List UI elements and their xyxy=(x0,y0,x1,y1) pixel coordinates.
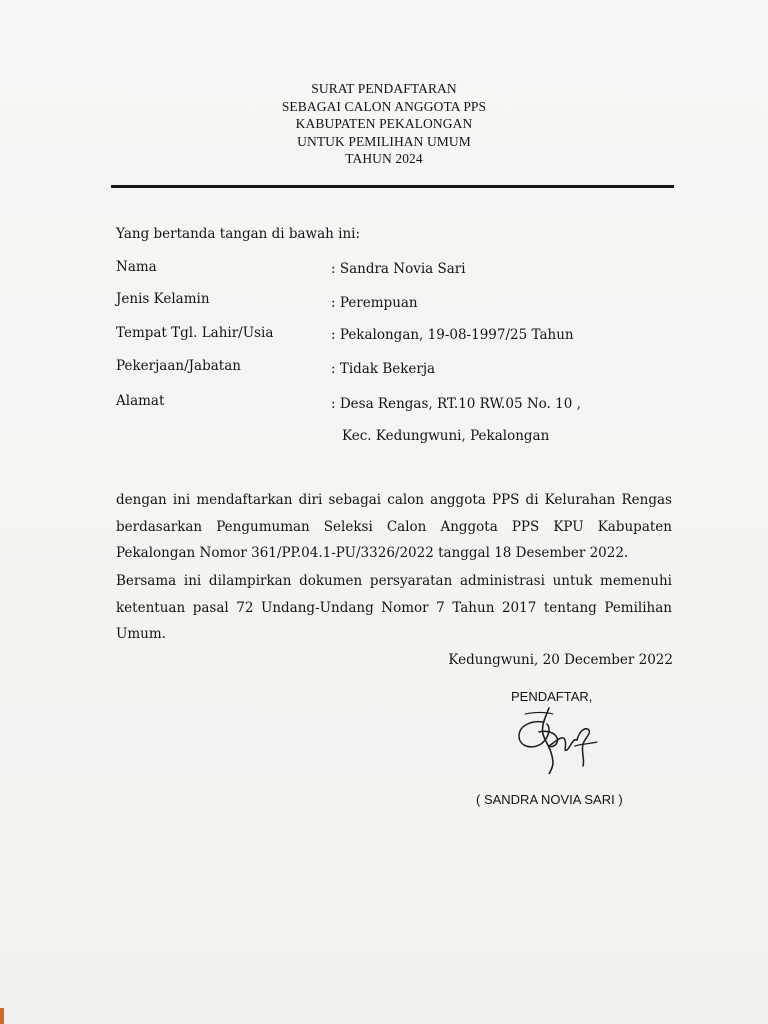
field-value-alamat-line2: Kec. Kedungwuni, Pekalongan xyxy=(342,428,550,444)
signature-image xyxy=(505,704,605,774)
field-value-ttl: : Pekalongan, 19-08-1997/25 Tahun xyxy=(331,327,574,343)
header-line-5: TAHUN 2024 xyxy=(345,151,423,166)
field-value-alamat: : Desa Rengas, RT.10 RW.05 No. 10 , xyxy=(331,396,581,412)
field-label-nama: Nama xyxy=(116,259,157,275)
field-label-alamat: Alamat xyxy=(116,393,165,409)
paragraph-registration-line-2: berdasarkan Pengumuman Seleksi Calon Anggota PPS KPU Kabupaten xyxy=(116,518,672,535)
header-line-3: KABUPATEN PEKALONGAN xyxy=(295,116,473,131)
header-line-4: UNTUK PEMILIHAN UMUM xyxy=(297,133,471,149)
paragraph-registration-line-3: Pekalongan Nomor 361/PP.04.1-PU/3326/2022 tanggal 18 Desember 2022. xyxy=(116,545,629,561)
field-label-pekerjaan: Pekerjaan/Jabatan xyxy=(116,358,241,374)
paragraph-attachments-line-3: Umum. xyxy=(116,626,166,642)
paragraph-attachments-line-1: Bersama ini dilampirkan dokumen persyaratan administrasi untuk memenuhi xyxy=(116,573,672,589)
document-header xyxy=(0,80,768,168)
paragraph-registration xyxy=(116,487,672,567)
paragraph-attachments xyxy=(116,568,672,648)
field-label-jenis-kelamin: Jenis Kelamin xyxy=(116,291,210,307)
scan-edge-mark xyxy=(0,1008,4,1024)
header-line-1: SURAT PENDAFTARAN xyxy=(311,81,457,96)
signer-role: PENDAFTAR, xyxy=(511,689,593,704)
field-value-pekerjaan: : Tidak Bekerja xyxy=(331,361,436,377)
header-line-2: SEBAGAI CALON ANGGOTA PPS xyxy=(281,98,487,114)
paragraph-registration-line-1: dengan ini mendaftarkan diri sebagai calon anggota PPS di Kelurahan Rengas xyxy=(116,492,672,508)
signer-name: ( SANDRA NOVIA SARI ) xyxy=(476,792,623,807)
place-date: Kedungwuni, 20 December 2022 xyxy=(448,652,673,668)
field-value-nama: : Sandra Novia Sari xyxy=(331,261,466,277)
field-value-jenis-kelamin: : Perempuan xyxy=(331,295,418,311)
paragraph-attachments-line-2: ketentuan pasal 72 Undang-Undang Nomor 7 Tahun 2017 tentang Pemilihan xyxy=(116,599,672,616)
header-divider xyxy=(111,185,674,188)
field-label-ttl: Tempat Tgl. Lahir/Usia xyxy=(116,325,274,341)
intro-text: Yang bertanda tangan di bawah ini: xyxy=(116,226,361,242)
